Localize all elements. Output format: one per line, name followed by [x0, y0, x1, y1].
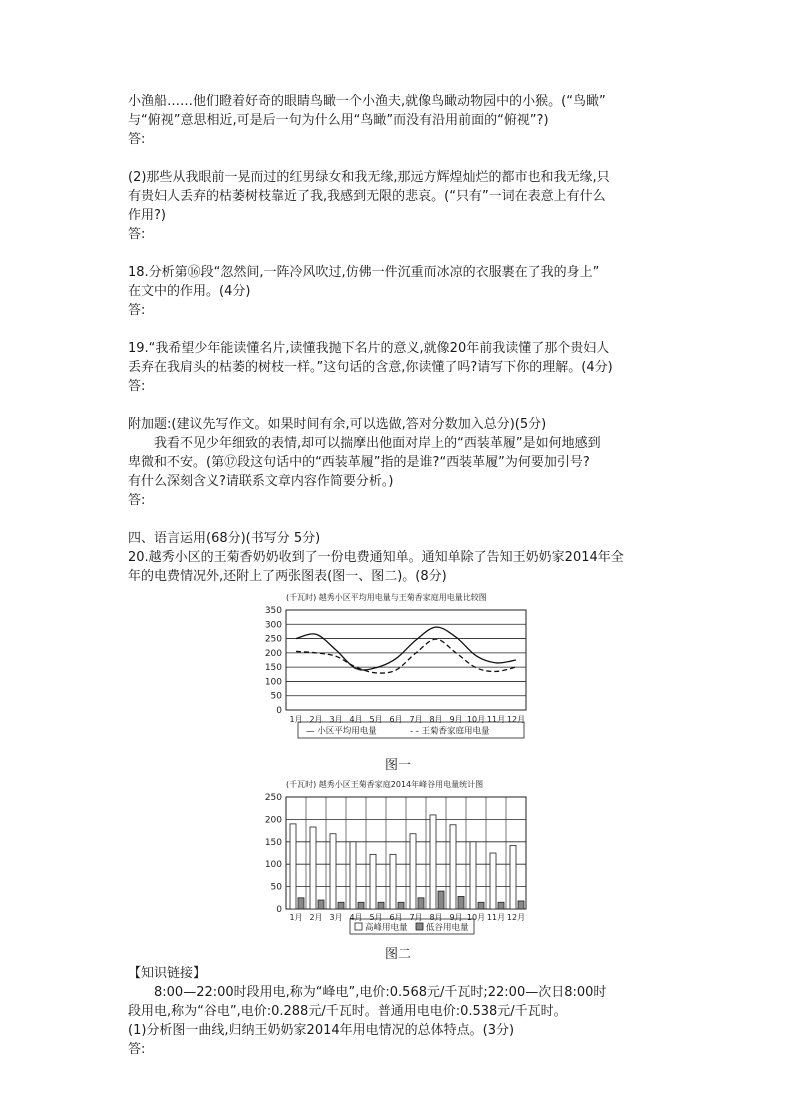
y-tick-label: 150 — [264, 663, 282, 674]
y-tick-label: 200 — [264, 815, 282, 826]
y-tick-label: 100 — [264, 677, 282, 688]
bar-valley — [438, 891, 444, 909]
bar-valley — [418, 898, 424, 909]
x-tick-label: 4月 — [349, 715, 363, 724]
bar-valley — [478, 902, 484, 909]
x-tick-label: 1月 — [289, 715, 303, 724]
y-tick-label: 0 — [276, 905, 282, 915]
y-tick-label: 200 — [264, 648, 282, 659]
bonus-question-line: 卑微和不安。(第⑰段这句话中的“西装革履”指的是谁?“西装革履”为何要加引号? — [128, 455, 590, 470]
bar-peak — [330, 834, 336, 909]
chart-title: (千瓦时) 越秀小区平均用电量与王菊香家庭用电量比较图 — [286, 593, 487, 602]
x-tick-label: 12月 — [506, 715, 526, 724]
bar-peak — [470, 842, 476, 909]
y-tick-label: 300 — [264, 620, 282, 631]
bonus-question-line: 附加题:(建议先写作文。如果时间有余,可以选做,答对分数加入总分)(5分) — [128, 417, 547, 432]
y-tick-label: 100 — [264, 860, 282, 871]
bar-peak — [290, 824, 296, 909]
legend-swatch-peak — [355, 923, 362, 930]
legend-swatch-valley — [416, 923, 423, 930]
bar-valley — [298, 898, 304, 909]
document-page — [128, 92, 668, 1059]
x-tick-label: 12月 — [506, 913, 526, 922]
bar-valley — [378, 902, 384, 909]
bonus-question-line: 有什么深刻含义?请联系文章内容作简要分析。) — [128, 474, 394, 489]
bar-peak — [510, 845, 516, 909]
bar-peak — [490, 853, 496, 909]
answer-label: 答: — [128, 227, 146, 242]
bar-valley — [358, 902, 364, 909]
q17-continued-line: 与“俯视”意思相近,可是后一句为什么用“鸟瞰”而没有沿用前面的“俯视”?) — [128, 113, 549, 128]
chart-title: (千瓦时) 越秀小区王菊香家庭2014年峰谷用电量统计图 — [286, 780, 484, 789]
q17-2-line: 有贵妇人丢弃的枯萎树枝靠近了我,我感到无限的悲哀。(“只有”一词在表意上有什么 — [128, 189, 606, 204]
answer-label: 答: — [128, 303, 146, 318]
x-tick-label: 11月 — [486, 913, 506, 922]
x-tick-label: 9月 — [449, 715, 463, 724]
q19-line: 19.“我希望少年能读懂名片,读懂我抛下名片的意义,就像20年前我读懂了那个贵妇人 — [128, 341, 610, 356]
x-tick-label: 6月 — [389, 913, 403, 922]
bar-peak — [370, 854, 376, 909]
y-tick-label: 50 — [270, 882, 282, 893]
line-chart — [128, 588, 668, 750]
q17-continued-line: 小渔船……他们瞪着好奇的眼睛鸟瞰一个小渔夫,就像鸟瞰动物园中的小猴。(“鸟瞰” — [128, 94, 606, 109]
answer-label: 答: — [128, 132, 146, 147]
x-tick-label: 5月 — [369, 715, 383, 724]
q18-line: 在文中的作用。(4分) — [128, 284, 251, 299]
x-tick-label: 11月 — [486, 715, 506, 724]
legend-entry: — 小区平均用电量 — [306, 726, 377, 737]
q20-line: 年的电费情况外,还附上了两张图表(图一、图二)。(8分) — [128, 569, 447, 584]
legend-entry: 低谷用电量 — [426, 923, 469, 933]
x-tick-label: 4月 — [349, 913, 363, 922]
bar-valley — [518, 901, 524, 909]
q17-2-line: 作用?) — [128, 208, 166, 223]
chart-1-container — [128, 588, 668, 775]
section-heading: 四、语言运用(68分)(书写分 5分) — [128, 531, 321, 546]
bar-peak — [310, 827, 316, 909]
y-tick-label: 50 — [270, 691, 282, 702]
y-tick-label: 150 — [264, 837, 282, 848]
answer-label: 答: — [128, 493, 146, 508]
q17-2-line: (2)那些从我眼前一晃而过的红男绿女和我无缘,那远方辉煌灿烂的都市也和我无缘,只 — [128, 170, 610, 185]
x-tick-label: 3月 — [329, 715, 343, 724]
plot-frame — [286, 610, 526, 710]
knowledge-line: 8:00—22:00时段用电,称为“峰电”,电价:0.568元/千瓦时;22:00—次日8:00时 — [154, 985, 607, 1000]
bar-valley — [338, 902, 344, 909]
x-tick-label: 8月 — [429, 715, 443, 724]
x-tick-label: 7月 — [409, 715, 423, 724]
x-tick-label: 1月 — [289, 913, 303, 922]
bar-peak — [390, 854, 396, 909]
series-line-community — [296, 627, 516, 670]
x-tick-label: 5月 — [369, 913, 383, 922]
legend-entry: - - 王菊香家庭用电量 — [410, 726, 490, 737]
answer-label: 答: — [128, 1042, 146, 1057]
bar-valley — [318, 900, 324, 909]
knowledge-line: 段用电,称为“谷电”,电价:0.288元/千瓦时。普通用电电价:0.538元/千瓦时。 — [128, 1004, 567, 1019]
bar-peak — [350, 842, 356, 909]
legend-entry: 高峰用电量 — [365, 923, 408, 933]
y-tick-label: 0 — [276, 706, 282, 716]
y-tick-label: 250 — [264, 634, 282, 645]
x-tick-label: 9月 — [449, 913, 463, 922]
bar-chart — [128, 777, 668, 939]
q19-line: 丢弃在我肩头的枯萎的树枝一样。”这句话的含意,你读懂了吗?请写下你的理解。(4分) — [128, 360, 613, 375]
q18-line: 18.分析第⑯段“忽然间,一阵冷风吹过,仿佛一件沉重而冰凉的衣服裹在了我的身上” — [128, 265, 600, 280]
x-tick-label: 7月 — [409, 913, 423, 922]
q20-1-line: (1)分析图一曲线,归纳王奶奶家2014年用电情况的总体特点。(3分) — [128, 1023, 515, 1038]
q20-line: 20.越秀小区的王菊香奶奶收到了一份电费通知单。通知单除了告知王奶奶家2014年全 — [128, 550, 624, 565]
answer-label: 答: — [128, 379, 146, 394]
chart-2-caption: 图二 — [384, 947, 411, 962]
chart-1-caption: 图一 — [384, 758, 411, 773]
bar-peak — [430, 815, 436, 909]
bonus-question-line: 我看不见少年细致的表情,却可以揣摩出他面对岸上的“西装革履”是如何地感到 — [154, 436, 601, 451]
y-tick-label: 350 — [264, 606, 282, 616]
x-tick-label: 8月 — [429, 913, 443, 922]
x-tick-label: 10月 — [466, 715, 486, 724]
bar-valley — [498, 902, 504, 909]
x-tick-label: 3月 — [329, 913, 343, 922]
bar-peak — [410, 834, 416, 909]
x-tick-label: 6月 — [389, 715, 403, 724]
bar-peak — [450, 825, 456, 909]
y-tick-label: 250 — [264, 793, 282, 803]
chart-2-container — [128, 777, 668, 964]
x-tick-label: 2月 — [309, 715, 323, 724]
bar-valley — [458, 896, 464, 909]
x-tick-label: 2月 — [309, 913, 323, 922]
x-tick-label: 10月 — [466, 913, 486, 922]
knowledge-title: 【知识链接】 — [128, 966, 207, 981]
bar-valley — [398, 902, 404, 909]
